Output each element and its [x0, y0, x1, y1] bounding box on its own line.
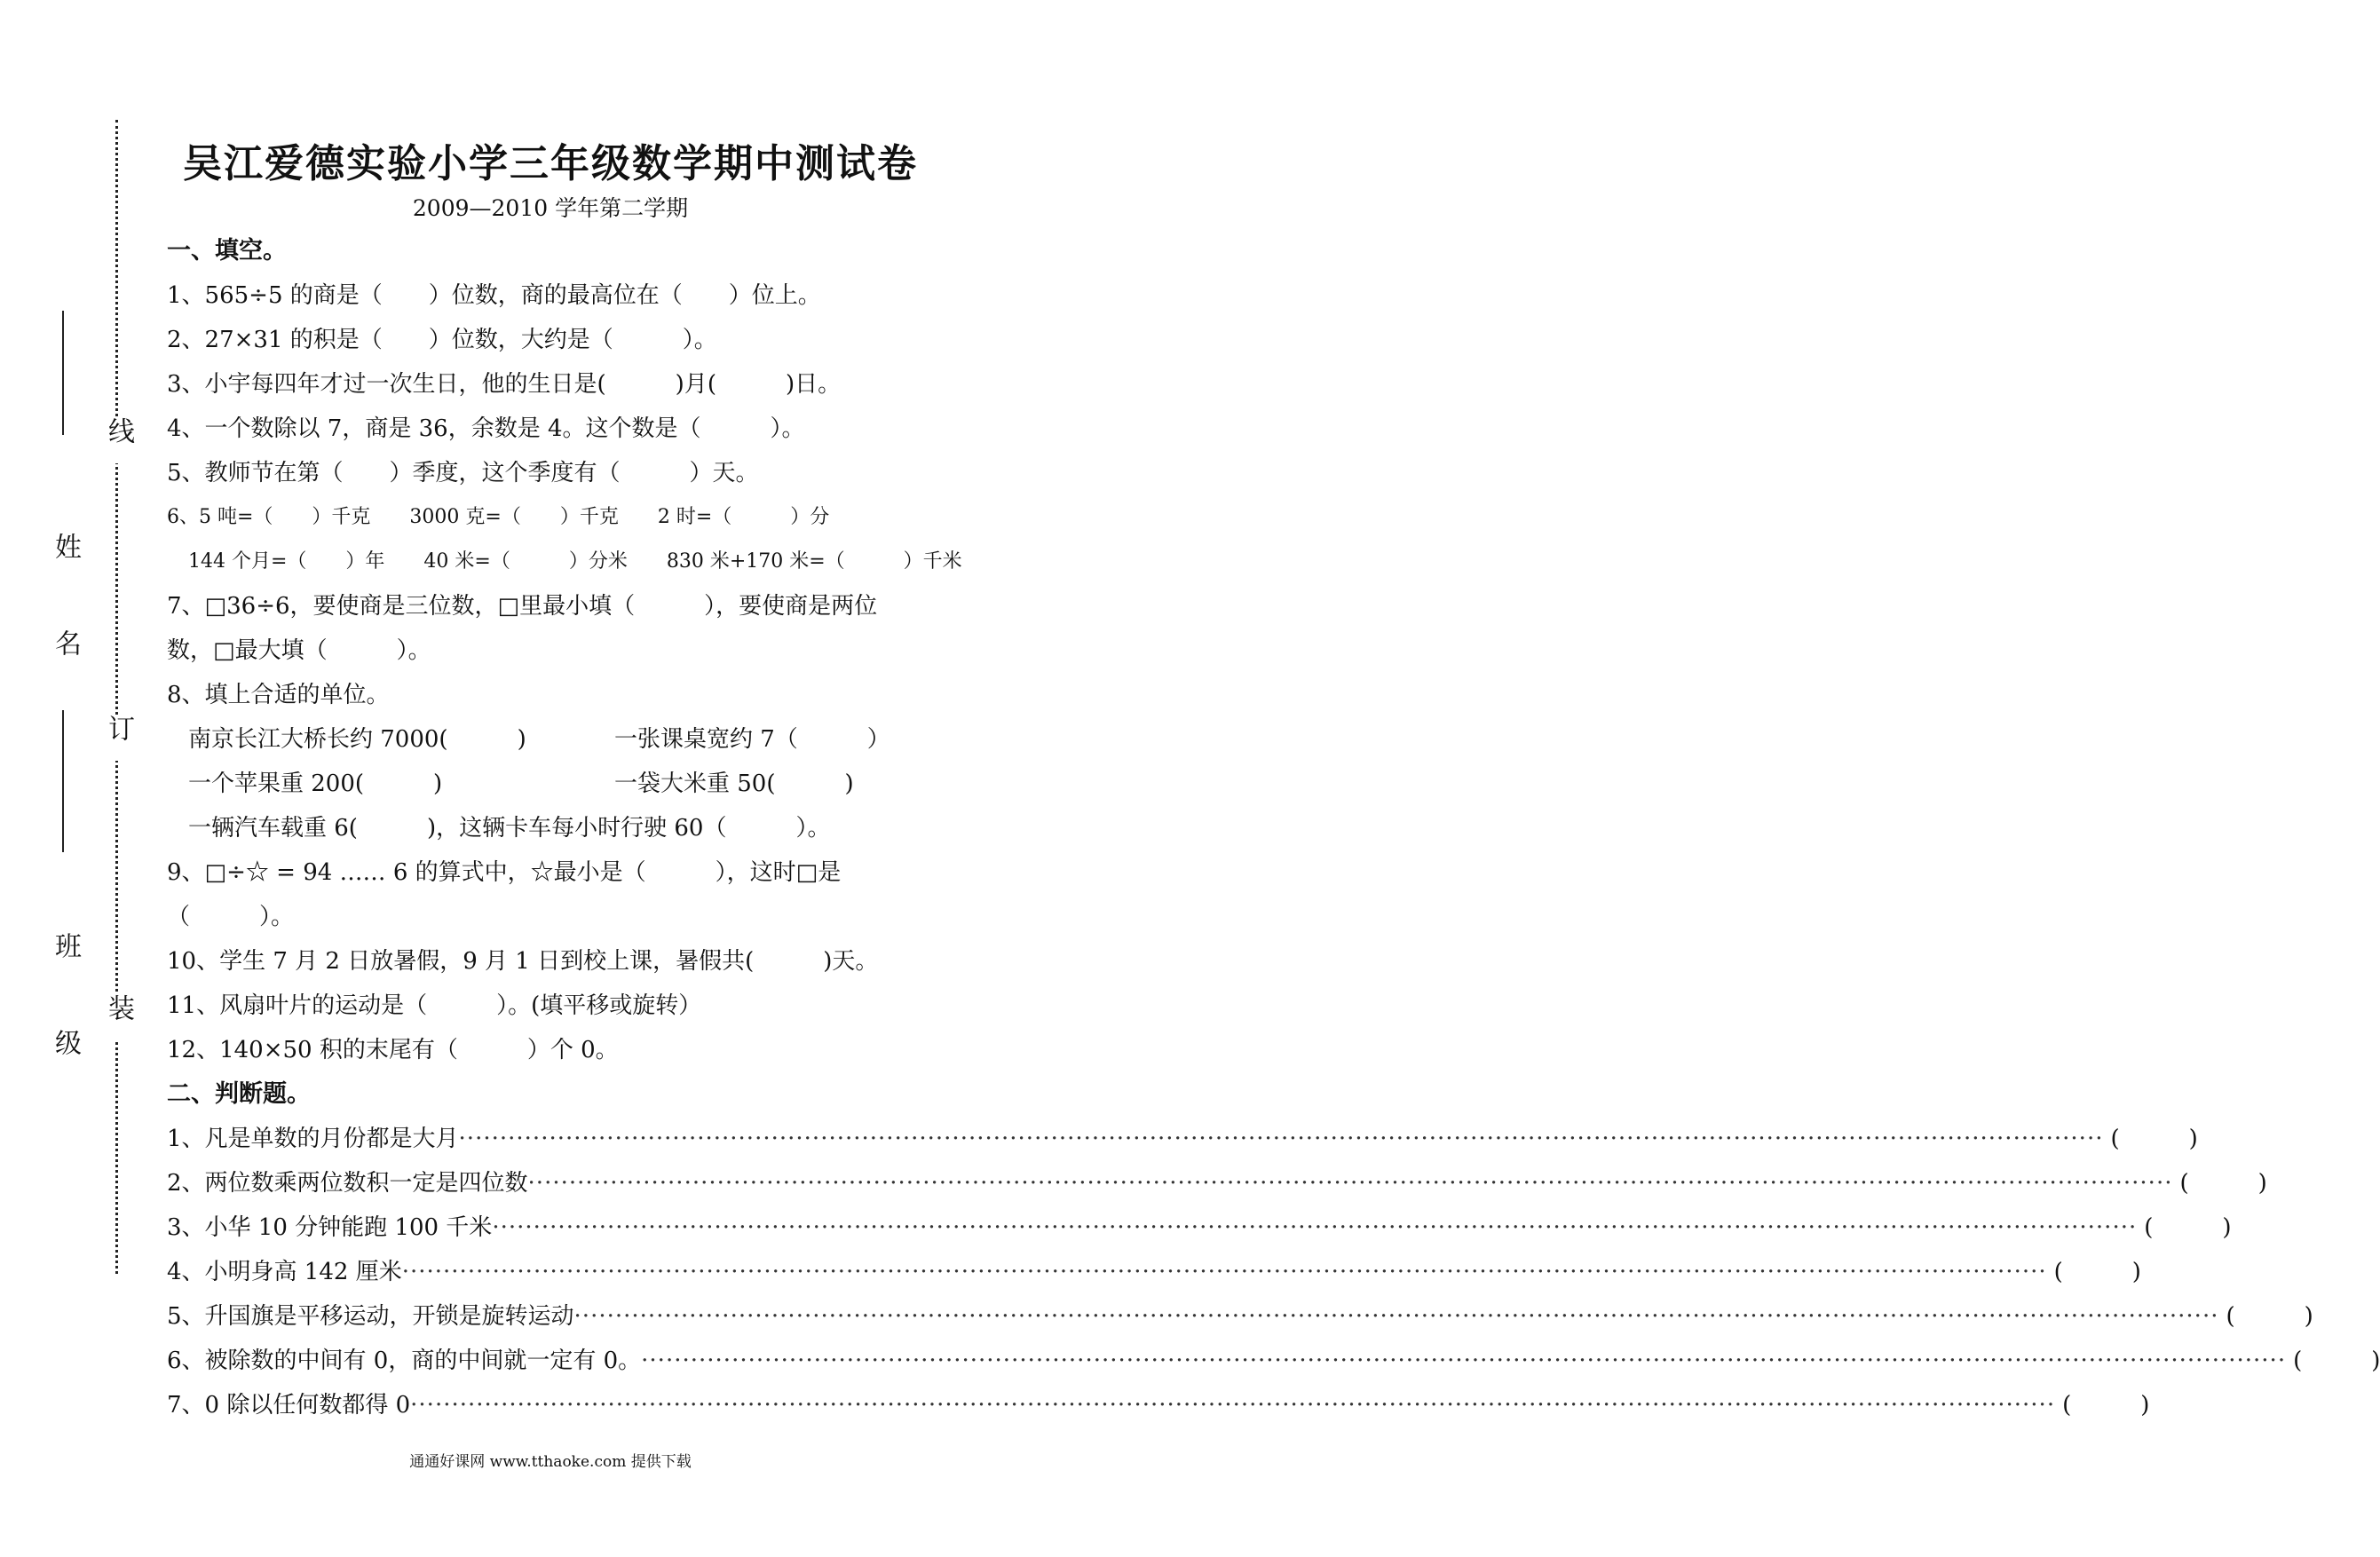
- judge-item-text: 3、小华 10 分钟能跑 100 千米: [167, 1214, 493, 1241]
- judge-item-text: 4、小明身高 142 厘米: [167, 1259, 402, 1285]
- question-4: 4、一个数除以 7，商是 36，余数是 4。这个数是（ ）。: [167, 415, 805, 442]
- question-8-row1: [167, 717, 948, 762]
- name-underline: [62, 311, 64, 435]
- question-8-item1: 南京长江大桥长约 7000( ): [188, 726, 526, 753]
- question-5: 5、教师节在第（ ）季度，这个季度有（ ）天。: [167, 460, 759, 486]
- leader-dots: ········································································································································································································: [458, 1126, 2104, 1152]
- binding-dotted-line: [115, 120, 118, 1274]
- question-7a: 7、□36÷6，要使商是三位数，□里最小填（ ），要使商是两位: [167, 593, 878, 620]
- answer-bracket: ( ): [2144, 1214, 2232, 1241]
- class-label: 班 级: [50, 932, 81, 1075]
- judge-item-text: 5、升国旗是平移运动，开锁是旋转运动: [167, 1303, 574, 1330]
- leader-dots: ········································································································································································································: [410, 1392, 2056, 1419]
- question-8-row2: [167, 762, 948, 806]
- question-8-item2: 一张课桌宽约 7（ ）: [614, 726, 890, 753]
- leader-dots: ········································································································································································································: [492, 1214, 2138, 1241]
- question-9b: （ ）。: [167, 904, 295, 930]
- question-8-item3: 一个苹果重 200( ): [188, 771, 443, 797]
- leader-dots: ········································································································································································································: [401, 1259, 2047, 1285]
- question-6a: 6、5 吨=（ ）千克 3000 克=（ ）千克 2 时=（ ）分: [167, 506, 830, 528]
- exam-content: [167, 229, 2380, 1427]
- judge-item-text: 2、两位数乘两位数积一定是四位数: [167, 1170, 528, 1197]
- question-1: 1、565÷5 的商是（ ）位数，商的最高位在（ ）位上。: [167, 282, 821, 309]
- question-6b: 144 个月=（ ）年 40 米=（ ）分米 830 米+170 米=（ ）千米: [188, 550, 962, 573]
- judge-item: [167, 1205, 2232, 1250]
- judge-item: [167, 1117, 2198, 1161]
- section1-heading: 一、填空。: [167, 237, 287, 265]
- judge-item: [167, 1161, 2267, 1205]
- question-12: 12、140×50 积的末尾有（ ）个 0。: [167, 1037, 619, 1063]
- judge-list: [167, 1117, 2380, 1427]
- leader-dots: ········································································································································································································: [573, 1303, 2219, 1330]
- question-11: 11、风扇叶片的运动是（ ）。(填平移或旋转）: [167, 992, 702, 1019]
- question-3: 3、小宇每四年才过一次生日，他的生日是( )月( )日。: [167, 371, 842, 398]
- name-label: 姓 名: [50, 533, 81, 676]
- question-10: 10、学生 7 月 2 日放暑假，9 月 1 日到校上课，暑假共( )天。: [167, 948, 879, 975]
- question-7b: 数，□最大填（ ）。: [167, 637, 431, 664]
- judge-item: [167, 1339, 2380, 1383]
- judge-item: [167, 1383, 2150, 1427]
- bind-mark-bind: 装: [103, 994, 134, 1040]
- section2-heading: 二、判断题。: [167, 1080, 311, 1108]
- question-8: 8、填上合适的单位。: [167, 682, 390, 708]
- judge-item-text: 6、被除数的中间有 0，商的中间就一定有 0。: [167, 1348, 642, 1374]
- question-9a: 9、□÷☆ = 94 …… 6 的算式中，☆最小是（ ），这时□是: [167, 859, 842, 886]
- bind-mark-line: 线: [103, 417, 134, 463]
- leader-dots: ········································································································································································································: [527, 1170, 2173, 1197]
- answer-bracket: ( ): [2293, 1348, 2380, 1374]
- answer-bracket: ( ): [2053, 1259, 2141, 1285]
- bind-mark-staple: 订: [103, 715, 134, 761]
- answer-bracket: ( ): [2110, 1126, 2198, 1152]
- page-footer: 通通好课网 www.tthaoke.com 提供下载: [409, 1453, 692, 1471]
- question-8-row3: 一辆汽车载重 6( )，这辆卡车每小时行驶 60（ ）。: [188, 815, 831, 842]
- question-2: 2、27×31 的积是（ ）位数，大约是（ ）。: [167, 327, 717, 353]
- judge-item: [167, 1294, 2313, 1339]
- class-underline: [62, 710, 64, 852]
- question-8-item4: 一袋大米重 50( ): [614, 771, 854, 797]
- answer-bracket: ( ): [2179, 1170, 2267, 1197]
- judge-item-text: 1、凡是单数的月份都是大月: [167, 1126, 459, 1152]
- page-title: 吴江爱德实验小学三年级数学期中测试卷: [183, 141, 918, 186]
- judge-item: [167, 1250, 2141, 1294]
- answer-bracket: ( ): [2062, 1392, 2150, 1419]
- page-subtitle: 2009—2010 学年第二学期: [412, 195, 689, 221]
- judge-item-text: 7、0 除以任何数都得 0: [167, 1392, 411, 1419]
- leader-dots: ········································································································································································································: [641, 1348, 2287, 1374]
- answer-bracket: ( ): [2226, 1303, 2313, 1330]
